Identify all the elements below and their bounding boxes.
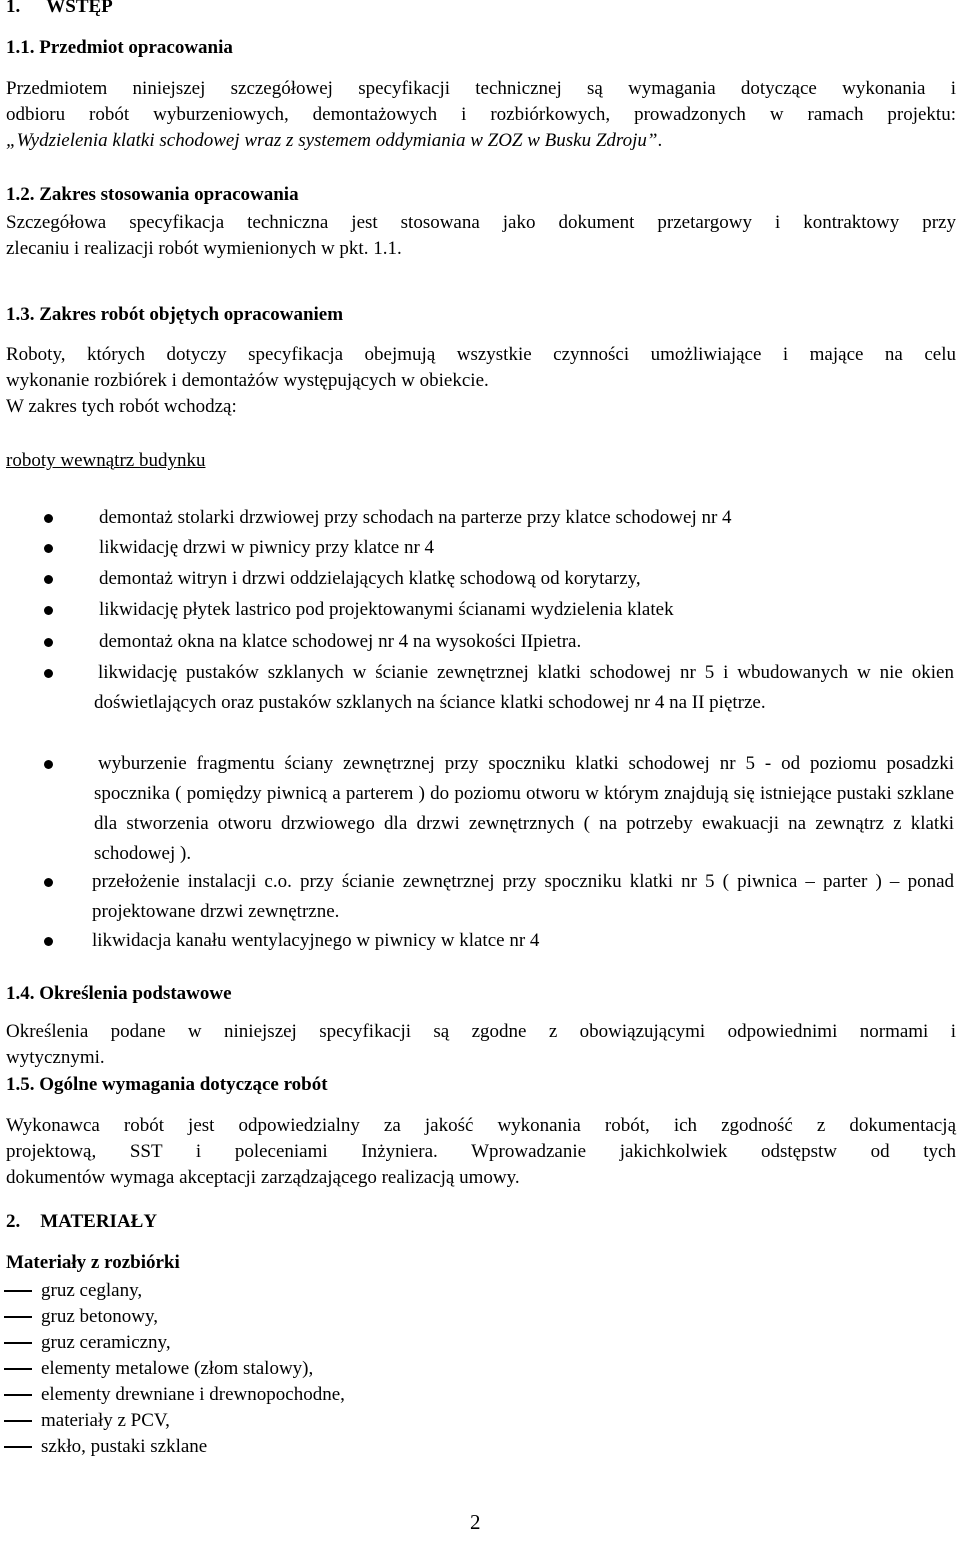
list-item-text: demontaż okna na klatce schodowej nr 4 na wysokości IIpietra. xyxy=(99,631,582,652)
paragraph-1-5-line: dokumentów wymaga akceptacji zarządzającego realizacją umowy. xyxy=(6,1167,520,1188)
list-item-text: szkło, pustaki szklane xyxy=(41,1436,208,1457)
bullet-icon xyxy=(44,544,53,553)
heading-1-2: 1.2. Zakres stosowania opracowania xyxy=(6,184,299,205)
paragraph-1-3-line: wykonanie rozbiórek i demontażów występujących w obiekcie. xyxy=(6,370,489,391)
project-title-end: . xyxy=(657,130,663,151)
section-2-number: 2. xyxy=(6,1211,21,1232)
dash-icon xyxy=(4,1394,32,1396)
bullet-icon xyxy=(44,606,53,615)
heading-1-5: 1.5. Ogólne wymagania dotyczące robót xyxy=(6,1074,328,1095)
bullet-icon xyxy=(44,638,53,647)
scope-intro: W zakres tych robót wchodzą: xyxy=(6,396,237,417)
paragraph-1-1 xyxy=(6,76,956,154)
list-item-text: przełożenie instalacji c.o. przy ścianie zewnętrznej przy spoczniku klatki nr 5 ( piwnica – parter ) – ponad projektowane drzwi zewnętrzne. xyxy=(92,871,954,922)
list-item-text: likwidację płytek lastrico pod projektowanymi ścianami wydzielenia klatek xyxy=(99,599,674,620)
paragraph-1-5-line: projektową, SST i poleceniami Inżyniera. Wprowadzanie jakichkolwiek odstępstw od tych xyxy=(6,1141,956,1162)
bullet-icon xyxy=(44,669,53,678)
heading-1-3: 1.3. Zakres robót objętych opracowaniem xyxy=(6,304,344,325)
paragraph-1-3 xyxy=(6,342,956,420)
list-item-text: demontaż stolarki drzwiowej przy schodach na parterze przy klatce schodowej nr 4 xyxy=(99,507,732,528)
bullet-icon xyxy=(44,937,53,946)
paragraph-1-2-line: Szczegółowa specyfikacja techniczna jest stosowana jako dokument przetargowy i kontraktowy przy xyxy=(6,212,956,233)
paragraph-1-2 xyxy=(6,210,956,262)
bullet-icon xyxy=(44,514,53,523)
dash-icon xyxy=(4,1446,32,1448)
bullet-icon xyxy=(44,575,53,584)
paragraph-1-1-line: odbioru robót wyburzeniowych, demontażowych i rozbiórkowych, prowadzonych w ramach projektu: xyxy=(6,104,956,125)
list-item-text: gruz ceglany, xyxy=(41,1280,143,1301)
dash-icon xyxy=(4,1420,32,1422)
list-item-text: materiały z PCV, xyxy=(41,1410,170,1431)
list-item-text: likwidacja kanału wentylacyjnego w piwnicy w klatce nr 4 xyxy=(92,930,540,951)
paragraph-1-5 xyxy=(6,1113,956,1191)
list-item-text: likwidację drzwi w piwnicy przy klatce nr 4 xyxy=(99,537,435,558)
subheading-inside-building: roboty wewnątrz budynku xyxy=(6,450,206,471)
list-item-text: elementy drewniane i drewnopochodne, xyxy=(41,1384,345,1405)
list-item-text: likwidację pustaków szklanych w ścianie zewnętrznej klatki schodowej nr 5 i wbudowanych w nie okien doświetlających oraz pustaków szklanych na ściance klatki schodowej nr 4 na II piętrze. xyxy=(94,662,954,713)
paragraph-1-5-line: Wykonawca robót jest odpowiedzialny za jakość wykonania robót, ich zgodność z dokumentacją xyxy=(6,1115,956,1136)
page-number: 2 xyxy=(470,1510,481,1534)
dash-icon xyxy=(4,1290,32,1292)
paragraph-1-4 xyxy=(6,1019,956,1071)
paragraph-1-4-line: wytycznymi. xyxy=(6,1047,105,1068)
bullet-icon xyxy=(44,760,53,769)
subheading-demolition-materials: Materiały z rozbiórki xyxy=(6,1252,180,1273)
list-item-text: gruz ceramiczny, xyxy=(41,1332,171,1353)
paragraph-1-3-line: Roboty, których dotyczy specyfikacja obejmują wszystkie czynności umożliwiające i mające na celu xyxy=(6,344,956,365)
dash-icon xyxy=(4,1342,32,1344)
section-1-heading xyxy=(6,0,113,18)
dash-icon xyxy=(4,1316,32,1318)
section-2-heading xyxy=(6,1211,157,1233)
paragraph-1-4-line: Określenia podane w niniejszej specyfikacji są zgodne z obowiązującymi odpowiednimi normami i xyxy=(6,1021,956,1042)
dash-icon xyxy=(4,1368,32,1370)
project-title: „Wydzielenia klatki schodowej wraz z systemem oddymiania w ZOZ w Busku Zdroju” xyxy=(6,130,658,151)
heading-1-1: 1.1. Przedmiot opracowania xyxy=(6,37,233,58)
paragraph-1-1-line: Przedmiotem niniejszej szczegółowej specyfikacji technicznej są wymagania dotyczące wykonania i xyxy=(6,78,956,99)
section-1-title: WSTĘP xyxy=(46,0,113,17)
list-item-text: elementy metalowe (złom stalowy), xyxy=(41,1358,314,1379)
section-2-title: MATERIAŁY xyxy=(40,1211,158,1232)
list-item-text: demontaż witryn i drzwi oddzielających klatkę schodową od korytarzy, xyxy=(99,568,641,589)
section-1-number: 1. xyxy=(6,0,21,17)
list-item-text: gruz betonowy, xyxy=(41,1306,158,1327)
bullet-icon xyxy=(44,878,53,887)
paragraph-1-2-line: zlecaniu i realizacji robót wymienionych w pkt. 1.1. xyxy=(6,238,402,259)
list-item-text: wyburzenie fragmentu ściany zewnętrznej przy spoczniku klatki schodowej nr 5 - od poziomu posadzki spocznika ( pomiędzy piwnicą a parterem ) do poziomu otworu w którym znajdują się istniejące pustaki szklane dla stworzenia otworu drzwiowego dla drzwi zewnętrznych ( na potrzeby ewakuacji na zewnątrz z klatki schodowej ). xyxy=(94,753,954,864)
heading-1-4: 1.4. Określenia podstawowe xyxy=(6,983,232,1004)
